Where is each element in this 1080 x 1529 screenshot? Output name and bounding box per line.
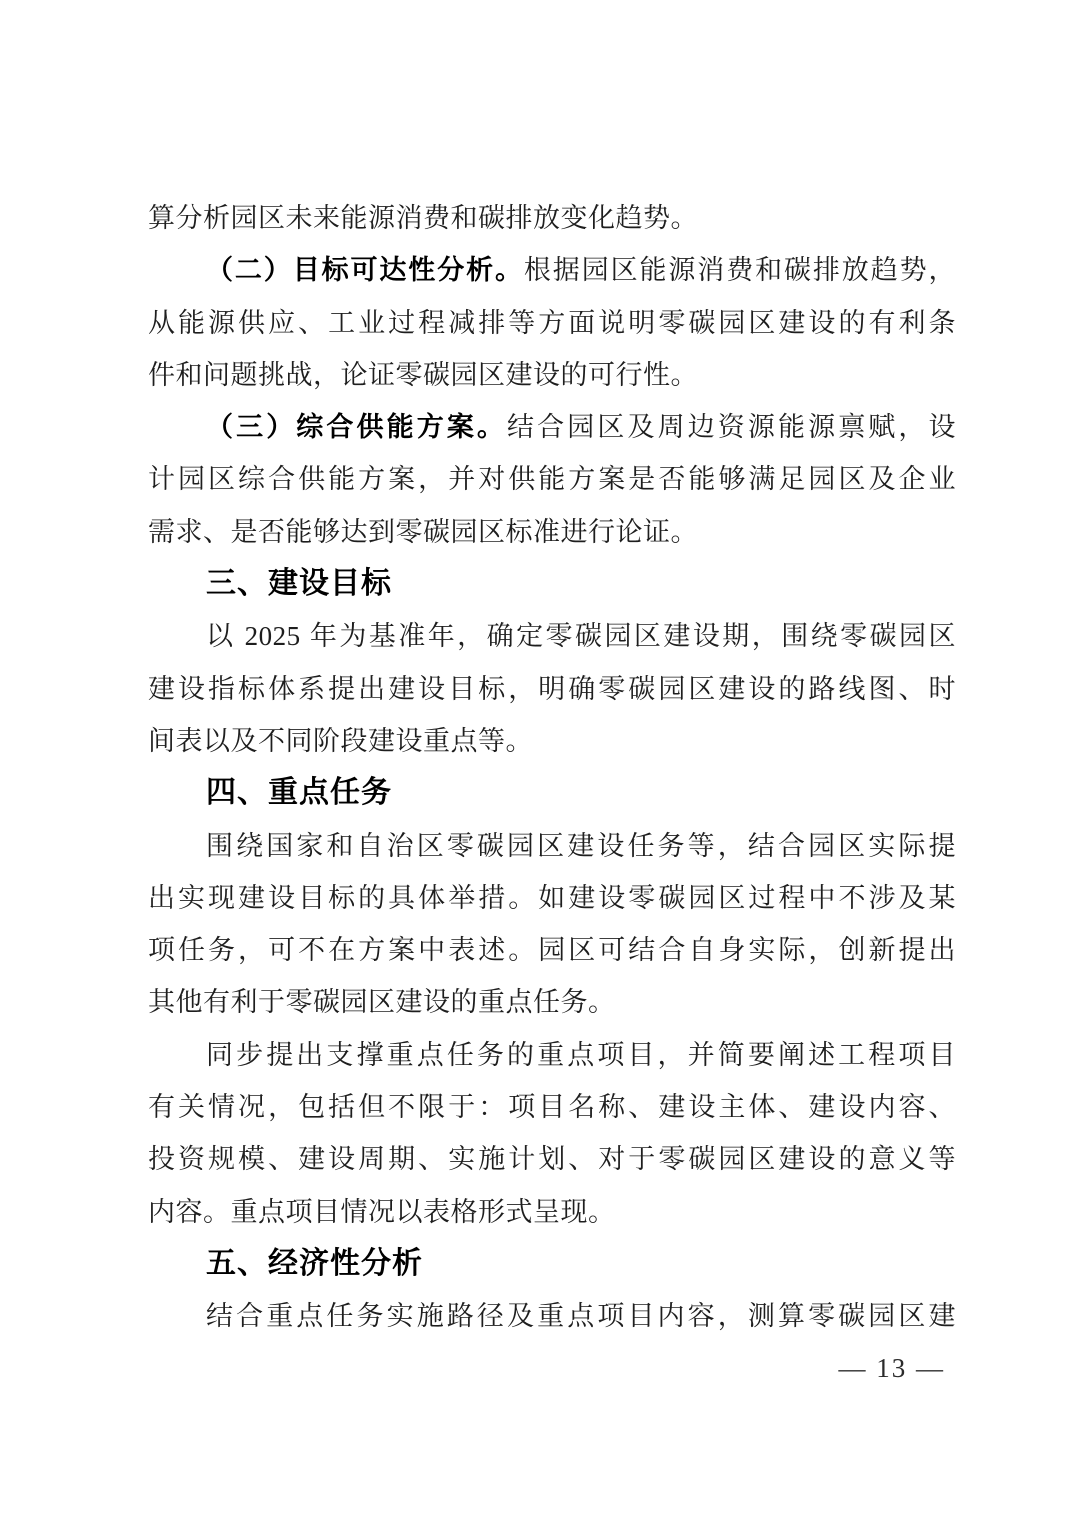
text-line xyxy=(148,244,956,296)
text-line: 有关情况，包括但不限于：项目名称、建设主体、建设内容、 xyxy=(148,1092,956,1123)
text-line xyxy=(148,401,956,453)
text-line: 间表以及不同阶段建设重点等。 xyxy=(148,725,533,756)
text-line: 其他有利于零碳园区建设的重点任务。 xyxy=(148,987,616,1018)
text-line: 以 2025 年为基准年，确定零碳园区建设期，围绕零碳园区 xyxy=(206,621,956,652)
text-line: 内容。重点项目情况以表格形式呈现。 xyxy=(148,1196,616,1227)
text-run: 结合园区及周边资源能源禀赋，设 xyxy=(507,412,957,443)
text-line: 围绕国家和自治区零碳园区建设任务等，结合园区实际提 xyxy=(206,830,956,861)
section-heading: 五、经济性分析 xyxy=(206,1246,423,1280)
clause-title: （三）综合供能方案。 xyxy=(206,412,508,443)
text-line: 项任务，可不在方案中表述。园区可结合自身实际，创新提出 xyxy=(148,935,956,966)
text-line: 算分析园区未来能源消费和碳排放变化趋势。 xyxy=(148,203,698,233)
text-line: 建设指标体系提出建设目标，明确零碳园区建设的路线图、时 xyxy=(148,673,956,704)
text-line: 需求、是否能够达到零碳园区标准进行论证。 xyxy=(148,516,698,547)
clause-title: （二）目标可达性分析。 xyxy=(206,255,524,286)
text-line: 从能源供应、工业过程减排等方面说明零碳园区建设的有利条 xyxy=(148,307,956,338)
text-line: 结合重点任务实施路径及重点项目内容，测算零碳园区建 xyxy=(206,1301,956,1332)
text-line: 出实现建设目标的具体举措。如建设零碳园区过程中不涉及某 xyxy=(148,882,956,913)
page-footer xyxy=(839,1353,946,1384)
text-line: 计园区综合供能方案，并对供能方案是否能够满足园区及企业 xyxy=(148,464,956,495)
page-number: — 13 — xyxy=(838,1353,945,1383)
text-run: 根据园区能源消费和碳排放趋势， xyxy=(523,255,957,286)
section-heading: 四、重点任务 xyxy=(206,776,392,810)
text-line: 投资规模、建设周期、实施计划、对于零碳园区建设的意义等 xyxy=(148,1144,956,1175)
section-heading: 三、建设目标 xyxy=(206,567,392,601)
text-line: 同步提出支撑重点任务的重点项目，并简要阐述工程项目 xyxy=(206,1039,956,1070)
document-body xyxy=(148,192,956,1343)
text-line: 件和问题挑战，论证零碳园区建设的可行性。 xyxy=(148,359,698,390)
